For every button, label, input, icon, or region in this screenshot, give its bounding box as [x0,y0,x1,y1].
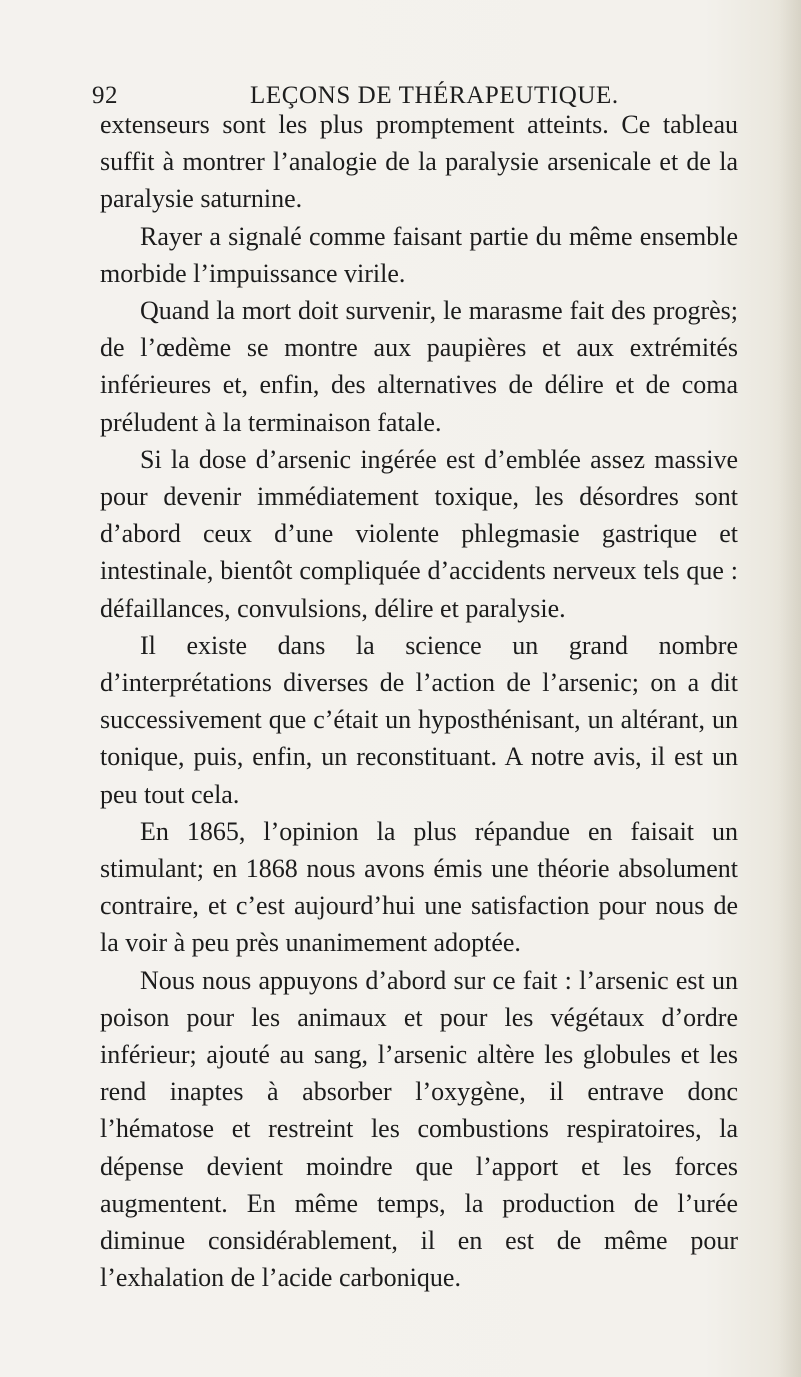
paragraph-5: Il existe dans la science un grand nombre d’interprétations diverses de l’action de l’arsenic; on a dit successivement que c’était un hyposthénisant, un altérant, un tonique, puis, enfin, un reconstituant. A notre avis, il est un peu tout cela. [100,630,738,809]
page-number: 92 [92,82,118,109]
running-title: LEÇONS DE THÉRAPEUTIQUE. [250,82,619,109]
page-edge-shadow [779,0,801,1377]
paragraph-4: Si la dose d’arsenic ingérée est d’emblée assez massive pour devenir immédiatement toxique, les désordres sont d’abord ceux d’une violente phlegmasie gastrique et intestinale, bientôt compliquée d’accidents nerveux tels que : défaillances, convulsions, délire et paralysie. [100,444,738,623]
paragraph-1: extenseurs sont les plus promptement atteints. Ce tableau suffit à montrer l’analogie de la paralysie arsenicale et de la paralysie saturnine. [100,110,738,214]
paragraph-2: Rayer a signalé comme faisant partie du même ensemble morbide l’impuissance virile. [100,221,738,288]
body-text [100,106,738,1297]
paragraph-3: Quand la mort doit survenir, le marasme fait des progrès; de l’œdème se montre aux paupières et aux extrémités inférieures et, enfin, des alternatives de délire et de coma préludent à la terminaison fatale. [100,296,738,437]
paragraph-7: Nous nous appuyons d’abord sur ce fait : l’arsenic est un poison pour les animaux et pour les végétaux d’ordre inférieur; ajouté au sang, l’arsenic altère les globules et les rend inaptes à absorber l’oxygène, il entrave donc l’hématose et restreint les combustions respiratoires, la dépense devient moindre que l’apport et les forces augmentent. En même temps, la production de l’urée diminue considérablement, il en est de même pour l’exhalation de l’acide carbonique. [100,965,738,1293]
paragraph-6: En 1865, l’opinion la plus répandue en faisait un stimulant; en 1868 nous avons émis une théorie absolument contraire, et c’est aujourd’hui une satisfaction pour nous de la voir à peu près unanimement adoptée. [100,816,738,958]
